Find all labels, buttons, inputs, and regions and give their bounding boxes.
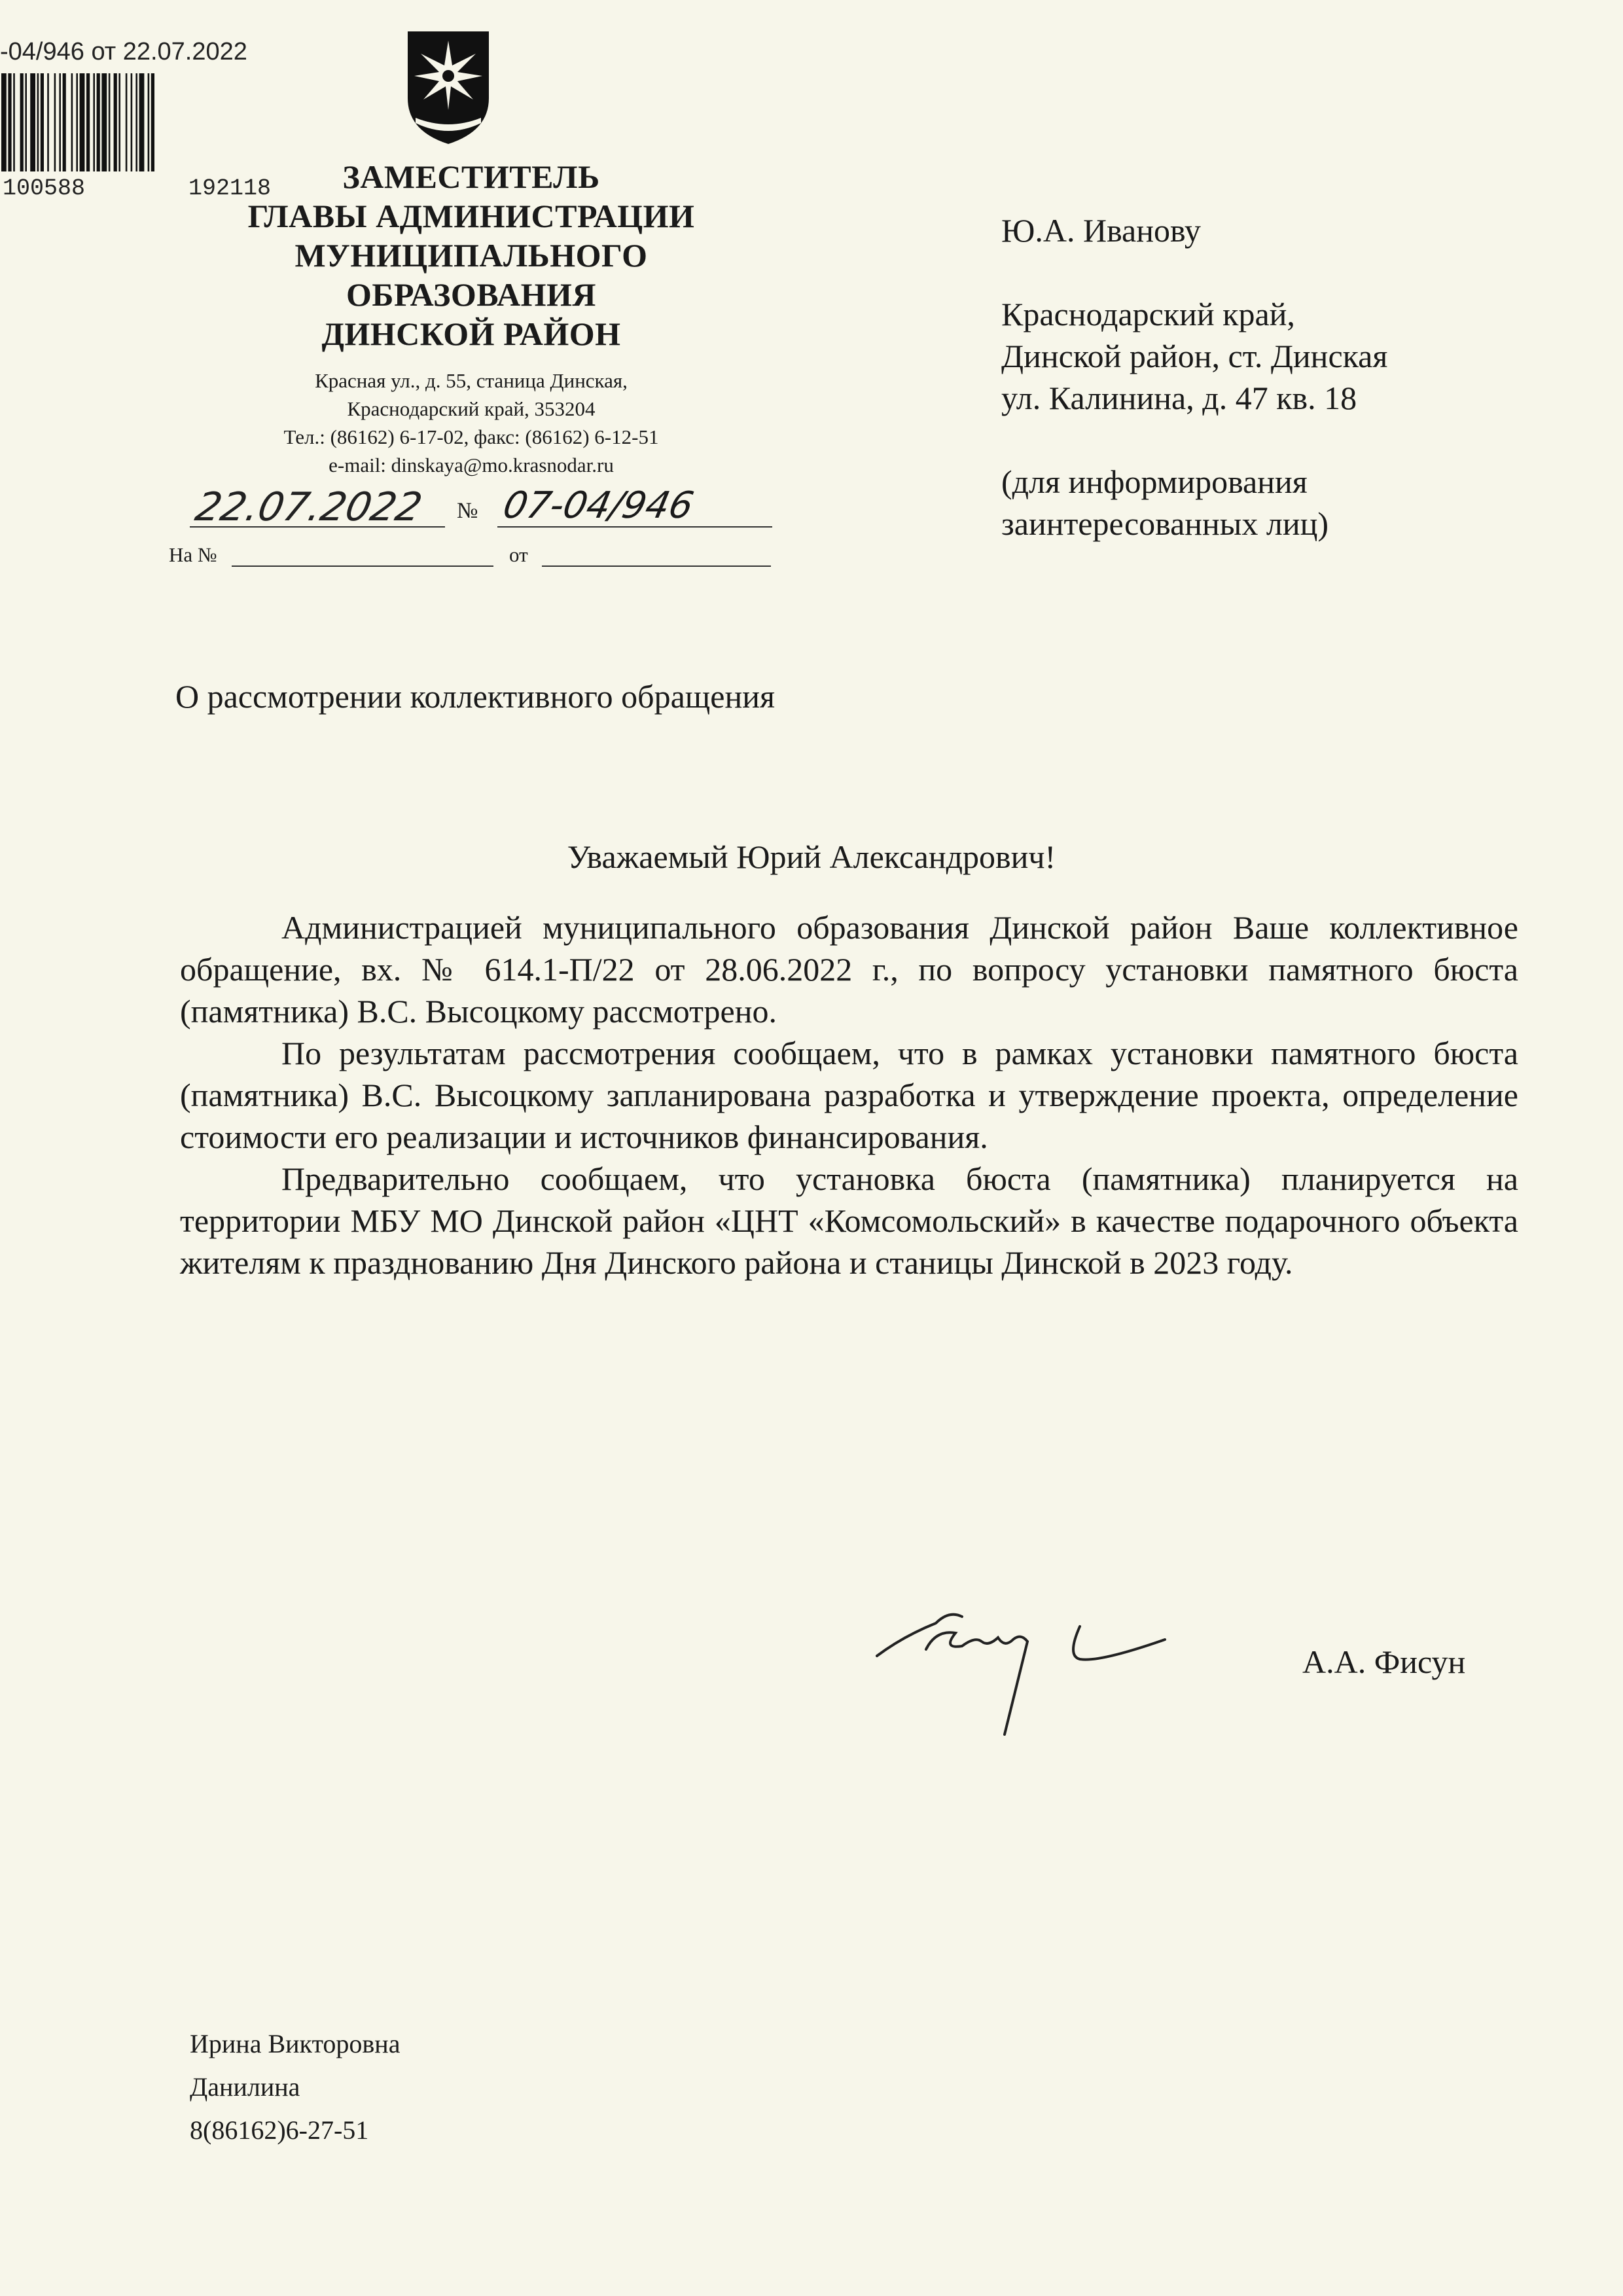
- org-line: ОБРАЗОВАНИЯ: [346, 276, 596, 313]
- registration-date: 22.07.2022: [191, 484, 426, 530]
- body-paragraph: Предварительно сообщаем, что установка бюста (памятника) планируется на территории МБУ МО Динской район «ЦНТ «Комсомольский» в качестве подарочного объекта жителям к празднованию Дня Динского района и станицы Динской в 2023 году.: [180, 1160, 1518, 1281]
- barcode-right-number: 192118: [188, 175, 271, 202]
- org-line: ГЛАВЫ АДМИНИСТРАЦИИ: [247, 198, 695, 234]
- greeting: Уважаемый Юрий Александрович!: [567, 838, 1056, 875]
- recipient-note-line: (для информирования: [1001, 463, 1308, 500]
- recipient-address-line: ул. Калинина, д. 47 кв. 18: [1001, 380, 1357, 416]
- letter-body: [180, 906, 1518, 1283]
- address-line: Краснодарский край, 353204: [347, 397, 596, 420]
- body-paragraph: По результатам рассмотрения сообщаем, что в рамках установки памятного бюста (памятника) В.С. Высоцкому запланирована разработка и утверждение проекта, определение стоимости его реализации и источников финансирования.: [180, 1035, 1518, 1155]
- address-line: Тел.: (86162) 6-17-02, факс: (86162) 6-12-51: [283, 425, 659, 448]
- reference-line: [169, 543, 771, 576]
- recipient-block: [1001, 209, 1387, 545]
- executor-block: [190, 2022, 400, 2152]
- signer-name: А.А. Фисун: [1302, 1643, 1466, 1680]
- number-sign: №: [457, 499, 478, 523]
- date-underline: [190, 526, 445, 528]
- organization-name: [203, 157, 740, 353]
- ref-label: На №: [169, 543, 217, 566]
- executor-line: Ирина Викторовна: [190, 2029, 401, 2058]
- registration-number: 07-04/946: [499, 484, 698, 527]
- signature-icon: [864, 1564, 1178, 1748]
- letter-subject: О рассмотрении коллективного обращения: [175, 678, 775, 715]
- address-line: Красная ул., д. 55, станица Динская,: [315, 369, 628, 392]
- org-line: МУНИЦИПАЛЬНОГО: [294, 237, 648, 274]
- ref-underline: [232, 565, 493, 567]
- address-line: e-mail: dinskaya@mo.krasnodar.ru: [329, 454, 614, 476]
- recipient-address-line: Динской район, ст. Динская: [1001, 338, 1388, 374]
- stamp-label: -04/946 от 22.07.2022: [0, 38, 247, 65]
- coat-of-arms-icon: [402, 26, 494, 147]
- recipient-address-line: Краснодарский край,: [1001, 296, 1295, 332]
- body-paragraph: Администрацией муниципального образования Динской район Ваше коллективное обращение, вх. № 614.1-П/22 от 28.06.2022 г., по вопросу установки памятного бюста (памятника) В.С. Высоцкому рассмотрено.: [180, 909, 1518, 1030]
- executor-line: 8(86162)6-27-51: [190, 2115, 369, 2145]
- from-label: от: [509, 543, 528, 566]
- recipient-name: Ю.А. Иванову: [1001, 212, 1201, 249]
- executor-line: Данилина: [190, 2072, 300, 2102]
- organization-address: [196, 367, 746, 479]
- number-underline: [497, 526, 772, 528]
- org-line: ЗАМЕСТИТЕЛЬ: [342, 158, 600, 195]
- recipient-note-line: заинтересованных лиц): [1001, 505, 1329, 542]
- registration-line: [170, 484, 772, 530]
- org-line: ДИНСКОЙ РАЙОН: [321, 315, 621, 352]
- from-underline: [542, 565, 771, 567]
- barcode-left-number: 100588: [3, 175, 86, 202]
